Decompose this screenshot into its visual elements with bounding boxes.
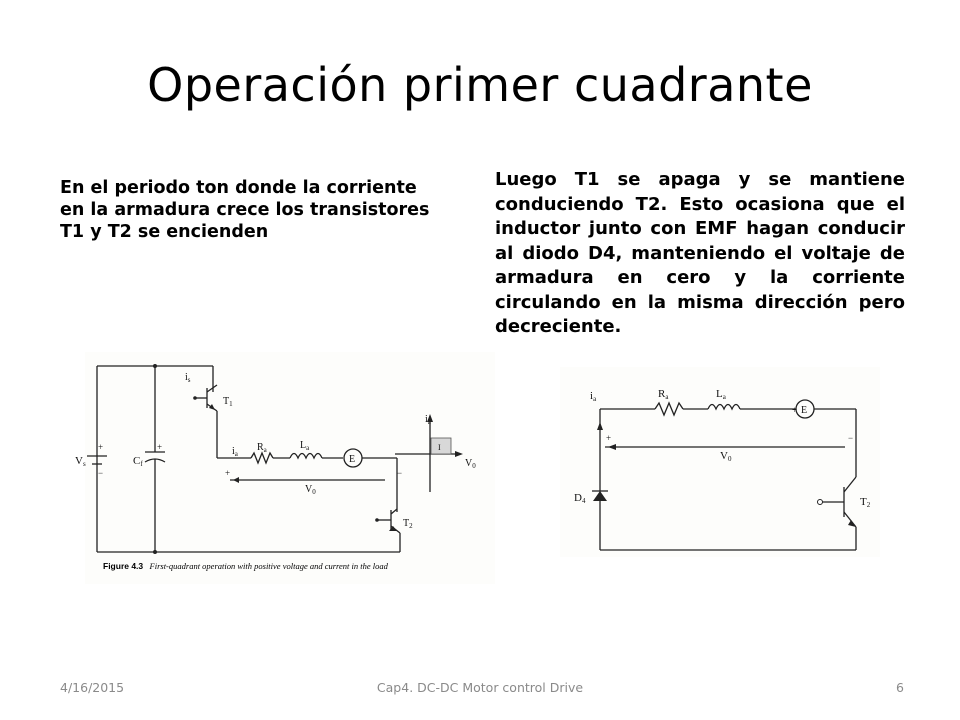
label-vs-plus: + xyxy=(98,442,104,452)
label-vs: Vs xyxy=(75,455,86,468)
fig2-label-v0-minus: − xyxy=(848,433,854,443)
right-paragraph: Luego T1 se apaga y se mantiene conduciendo T2. Esto ocasiona que el inductor junto con EMF hagan conducir al diodo D4, manteniendo el voltaje de armadura en cero y la corriente circulando en la misma dirección pero decreciente. xyxy=(495,169,905,337)
slide-title: Operación primer cuadrante xyxy=(147,58,813,112)
label-cf: Cf xyxy=(133,455,143,468)
label-plot-ia: $i_a$ xyxy=(425,414,431,426)
left-paragraph: En el periodo ton donde la corriente en la armadura crece los transistores T1 y T2 se encienden xyxy=(60,178,430,242)
label-emf: E xyxy=(349,454,356,465)
label-t1: $T_1$ xyxy=(223,396,233,408)
label-la: $L_a$ xyxy=(300,440,310,452)
circuit-diagram-1 xyxy=(75,352,495,584)
label-vs-minus: − xyxy=(98,468,104,478)
fig2-label-ra: Ra xyxy=(658,388,669,401)
fig2-label-la: La xyxy=(716,388,726,401)
label-v0: $V_0$ xyxy=(305,484,316,496)
fig2-label-t2: T2 xyxy=(860,496,871,509)
label-ra: $R_a$ xyxy=(257,442,267,454)
label-cf-plus: + xyxy=(157,442,163,452)
label-v0-plus: + xyxy=(225,468,231,478)
fig2-label-emf-plus: + xyxy=(792,405,798,415)
footer-title: Cap4. DC-DC Motor control Drive xyxy=(376,680,584,695)
footer-date: 4/16/2015 xyxy=(60,680,125,695)
label-is: $i_s$ xyxy=(185,372,191,384)
fig2-label-d4: D4 xyxy=(574,492,586,505)
circuit-diagram-2 xyxy=(560,367,880,557)
figure-caption: Figure 4.3 First-quadrant operation with positive voltage and current in the load xyxy=(103,561,388,571)
circuit-figure-first-quadrant xyxy=(75,352,495,584)
label-plot-v0: $V_0$ xyxy=(465,458,476,470)
circuit-figure-freewheel xyxy=(560,367,880,557)
fig2-label-ia: ia xyxy=(590,390,597,403)
label-quadrant: I xyxy=(438,443,441,452)
label-v0-minus: − xyxy=(397,468,403,478)
fig2-label-v0: V0 xyxy=(720,450,732,463)
fig2-label-emf: E xyxy=(801,405,808,416)
label-t2: $T_2$ xyxy=(403,518,413,530)
label-ia: $i_a$ xyxy=(232,446,238,458)
fig2-label-v0-plus: + xyxy=(606,433,612,443)
footer-page-number: 6 xyxy=(896,680,904,695)
